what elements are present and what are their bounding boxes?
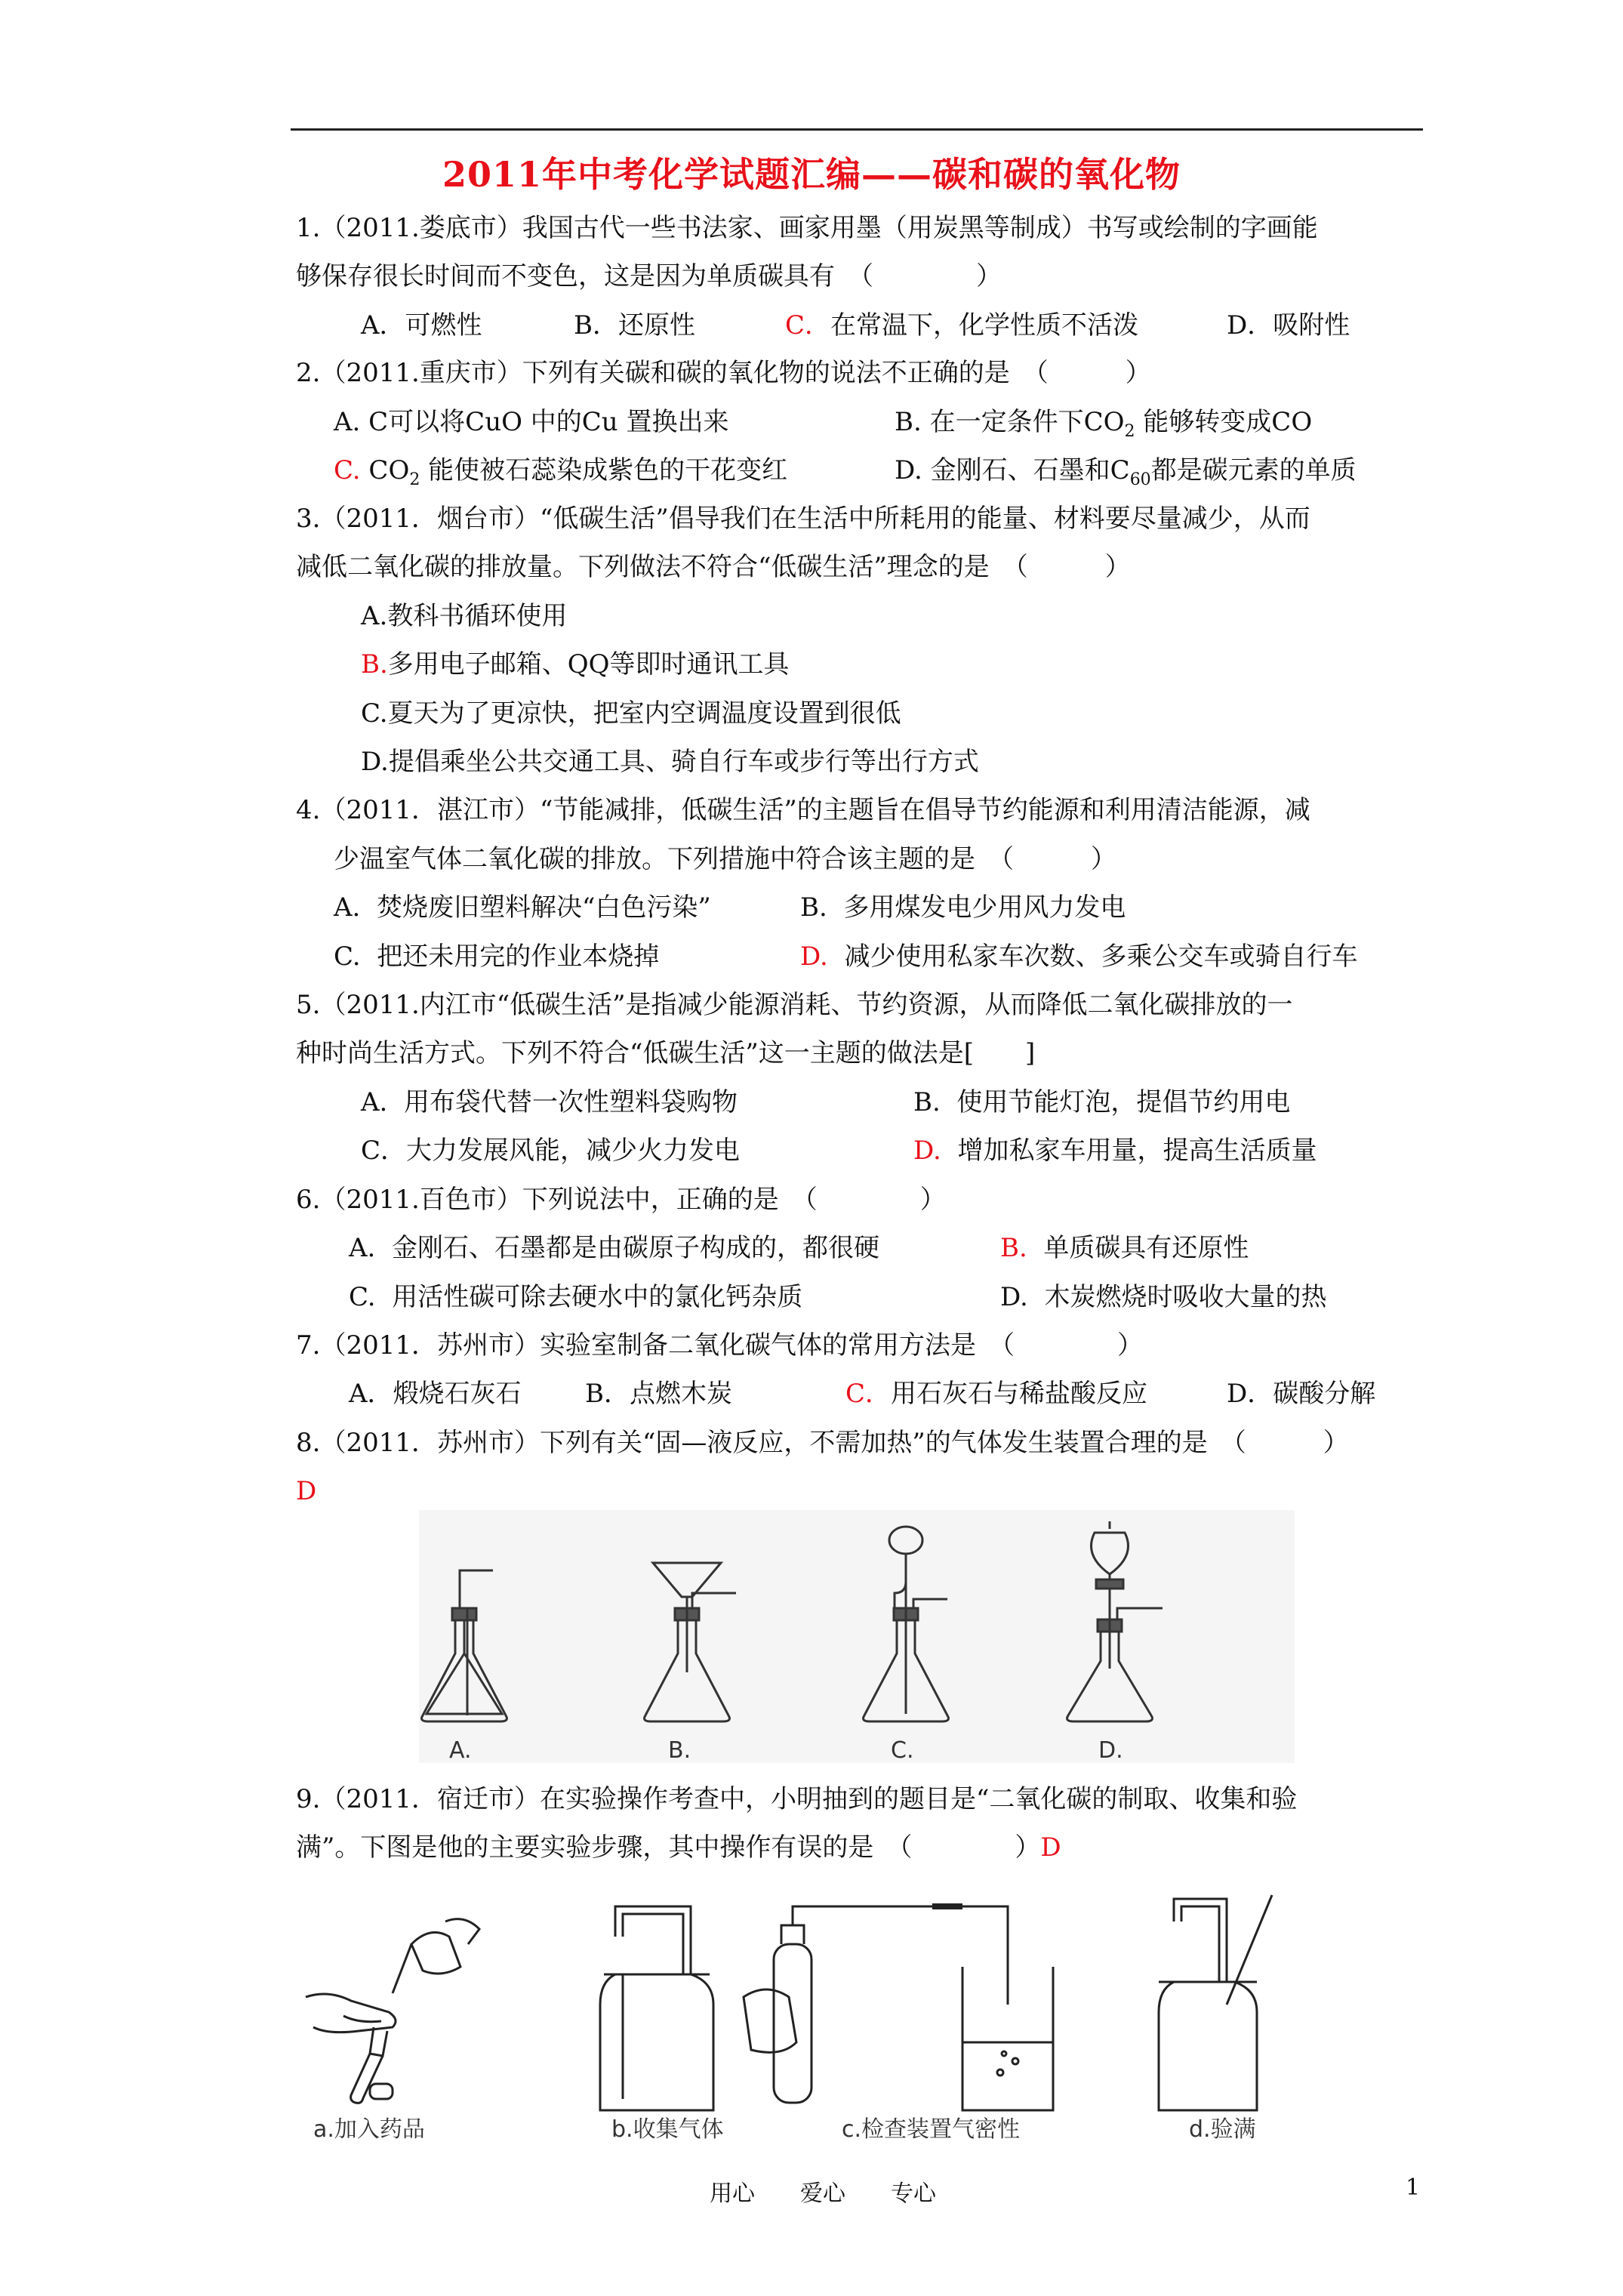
q9-label-d: d.验满 xyxy=(1189,2116,1256,2140)
q1-answer-letter: C． xyxy=(785,310,831,341)
q7-answer-letter: C． xyxy=(845,1379,892,1409)
q6-option-c: C. 用活性碳可除去硬水中的氯化钙杂质 xyxy=(349,1282,803,1312)
q6-option-a: A. 金刚石、石墨都是由碳原子构成的，都很硬 xyxy=(349,1233,879,1263)
q9-label-c: c.检查装置气密性 xyxy=(842,2116,1021,2140)
q2-stem: 2.（2011.重庆市）下列有关碳和碳的氧化物的说法不正确的是 （ ） xyxy=(296,358,1151,388)
q4-stem-line2: 少温室气体二氧化碳的排放。下列措施中符合该主题的是 （ ） xyxy=(334,844,1116,874)
q2-answer-letter: C. xyxy=(334,455,361,485)
q3-answer-letter: B. xyxy=(361,649,388,680)
q8-apparatus-figure xyxy=(419,1510,1295,1763)
q5-option-b: B. 使用节能灯泡，提倡节约用电 xyxy=(913,1087,1291,1117)
footer-motto: 用心 爱心 专心 xyxy=(710,2180,936,2207)
q4-answer-letter: D. xyxy=(800,942,828,972)
q4-option-b: B. 多用煤发电少用风力发电 xyxy=(800,892,1126,923)
q8-figure-background xyxy=(419,1510,1295,1763)
q1-option-d: D．吸附性 xyxy=(1227,310,1350,341)
header-rule xyxy=(291,128,1423,131)
q3-option-b: B.多用电子邮箱、QQ等即时通讯工具 xyxy=(361,649,790,680)
q5-stem-line1: 5.（2011.内江市“低碳生活”是指减少能源消耗、节约资源，从而降低二氧化碳排放的一 xyxy=(296,990,1293,1020)
q7-option-a: A．煅烧石灰石 xyxy=(349,1379,522,1409)
q3-option-d: D.提倡乘坐公共交通工具、骑自行车或步行等出行方式 xyxy=(361,747,979,777)
q7-option-d: D．碳酸分解 xyxy=(1227,1379,1376,1409)
q8-label-b: B. xyxy=(668,1737,691,1763)
q3-option-a: A.教科书循环使用 xyxy=(361,601,568,631)
q2-option-b: B. 在一定条件下$CO_2$ 能够转变成CO xyxy=(895,407,1313,441)
q5-answer-letter: D. xyxy=(913,1136,941,1166)
q7-option-b: B．点燃木炭 xyxy=(585,1379,732,1409)
q6-option-b: B. 单质碳具有还原性 xyxy=(1000,1233,1249,1263)
q4-stem-line1: 4.（2011．湛江市）“节能减排，低碳生活”的主题旨在倡导节约能源和利用清洁能源，减 xyxy=(296,795,1310,825)
q8-label-d: D. xyxy=(1098,1737,1123,1763)
q9-stem-line1: 9.（2011．宿迁市）在实验操作考查中，小明抽到的题目是“二氧化碳的制取、收集和验 xyxy=(296,1784,1298,1814)
q3-stem-line2: 减低二氧化碳的排放量。下列做法不符合“低碳生活”理念的是 （ ） xyxy=(296,552,1131,582)
page-title: 2011年中考化学试题汇编——碳和碳的氧化物 xyxy=(442,154,1181,195)
q8-stem: 8.（2011．苏州市）下列有关“固—液反应，不需加热”的气体发生装置合理的是 （ ） xyxy=(296,1428,1349,1458)
step-d-check-full-icon xyxy=(1159,1895,1272,2110)
step-b-gas-collection-icon xyxy=(600,1906,713,2110)
q2-option-d: D. 金刚石、石墨和$C_{60}$都是碳元素的单质 xyxy=(895,455,1357,489)
q2-option-a: A. C可以将CuO 中的Cu 置换出来 xyxy=(334,407,729,437)
q7-option-c: C．用石灰石与稀盐酸反应 xyxy=(845,1379,1148,1409)
page-number: 1 xyxy=(1406,2174,1421,2201)
q9-answer: D xyxy=(1040,1832,1061,1863)
q2-option-c: C. $CO_2$ 能使被石蕊染成紫色的干花变红 xyxy=(334,455,788,489)
q1-stem-line1: 1.（2011.娄底市）我国古代一些书法家、画家用墨（用炭黑等制成）书写或绘制的字画能 xyxy=(296,213,1318,243)
q5-option-c: C．大力发展风能，减少火力发电 xyxy=(361,1136,741,1166)
q5-stem-line2: 种时尚生活方式。下列不符合“低碳生活”这一主题的做法是[ ] xyxy=(296,1038,1036,1068)
q1-stem-line2: 够保存很长时间而不变色，这是因为单质碳具有 （ ） xyxy=(296,261,1002,291)
q7-stem: 7.（2011．苏州市）实验室制备二氧化碳气体的常用方法是 （ ） xyxy=(296,1330,1143,1361)
q6-answer-letter: B. xyxy=(1000,1233,1027,1263)
q3-stem-line1: 3.（2011．烟台市）“低碳生活”倡导我们在生活中所耗用的能量、材料要尽量减少，从而 xyxy=(296,504,1310,534)
q1-option-a: A．可燃性 xyxy=(361,310,482,341)
step-c-airtightness-check-icon xyxy=(744,1906,1053,2110)
q6-option-d: D. 木炭燃烧时吸收大量的热 xyxy=(1000,1282,1327,1312)
q9-label-b: b.收集气体 xyxy=(611,2116,724,2140)
q5-option-a: A. 用布袋代替一次性塑料袋购物 xyxy=(361,1087,738,1117)
q1-option-b: B．还原性 xyxy=(574,310,695,341)
q9-label-a: a.加入药品 xyxy=(313,2116,425,2140)
q4-option-d: D. 减少使用私家车次数、多乘公交车或骑自行车 xyxy=(800,942,1358,972)
q4-option-c: C. 把还未用完的作业本烧掉 xyxy=(334,942,660,972)
q5-option-d: D. 增加私家车用量，提高生活质量 xyxy=(913,1136,1317,1166)
q8-answer: D xyxy=(296,1476,317,1506)
q8-label-c: C. xyxy=(891,1737,914,1763)
q9-steps-figure xyxy=(298,1891,1400,2140)
step-a-adding-reagent-icon xyxy=(306,1919,479,2103)
q1-option-c: C．在常温下，化学性质不活泼 xyxy=(785,310,1139,341)
q3-option-c: C.夏天为了更凉快，把室内空调温度设置到很低 xyxy=(361,698,901,729)
q8-label-a: A. xyxy=(449,1737,472,1763)
q4-option-a: A. 焚烧废旧塑料解决“白色污染” xyxy=(334,892,711,923)
q6-stem: 6.（2011.百色市）下列说法中，正确的是 （ ） xyxy=(296,1185,946,1215)
q9-stem-line2: 满”。下图是他的主要实验步骤，其中操作有误的是 （ ）D xyxy=(296,1832,1061,1863)
